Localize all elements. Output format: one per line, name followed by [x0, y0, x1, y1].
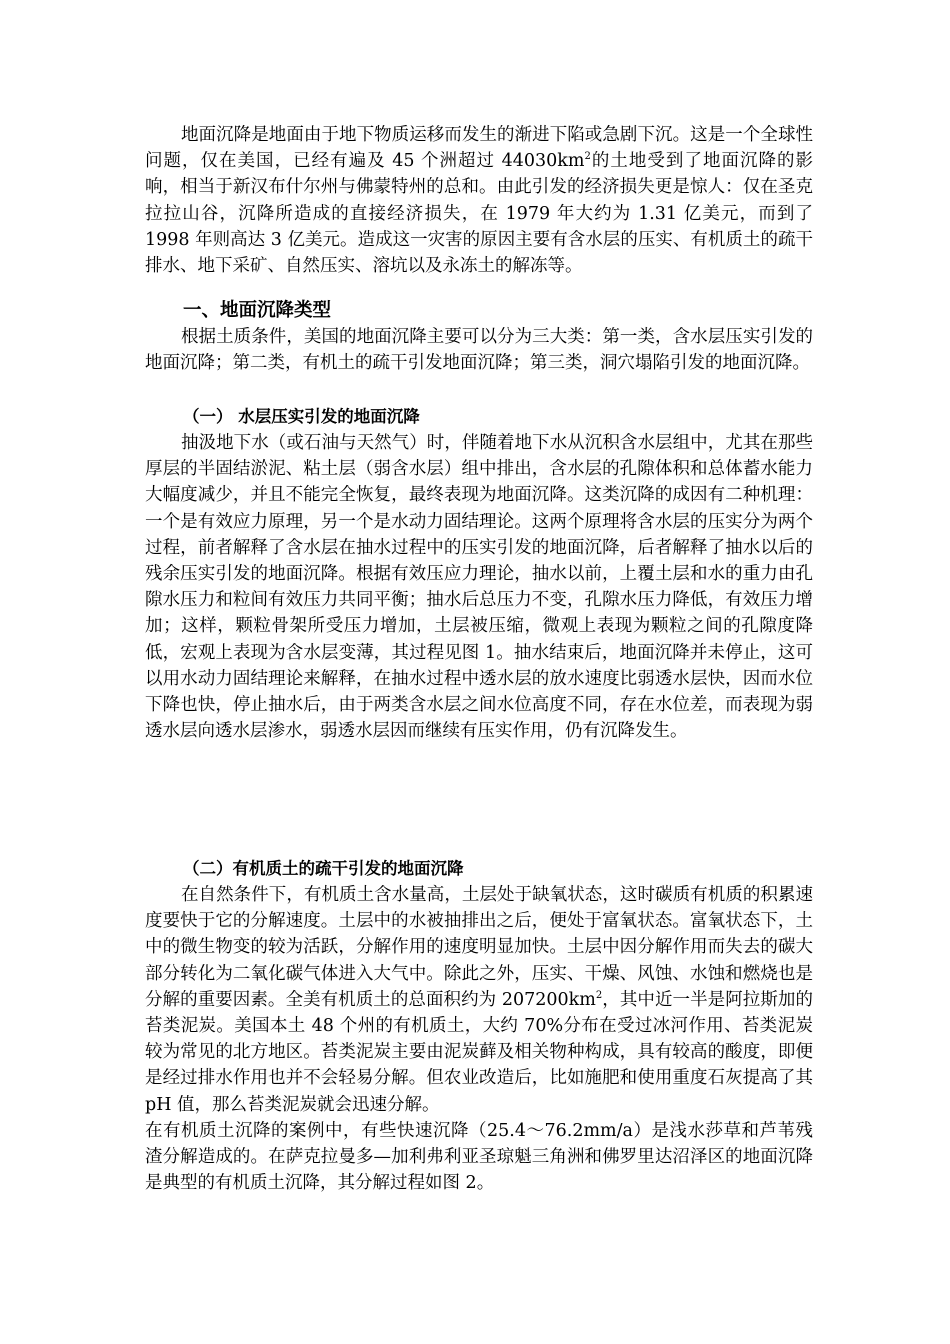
subsection2-text-2: ，其中近一半是阿拉斯加的苔类泥炭。美国本土 48 个州的有机质土，大约 70%分布在受过冰河作用、苔类泥炭较为常见的北方地区。苔类泥炭主要由泥炭藓及相关物种构成，具有较高的酸度，即便是经过排水作用也并不会轻易分解。但农业改造后，比如施肥和使用重度石灰提高了其 pH 值，那么苔类泥炭就会迅速分解。 [145, 989, 813, 1115]
subsection2-paragraph [145, 882, 813, 1118]
subsection2-block [145, 856, 813, 1196]
subsection2-text-1: 在自然条件下，有机质土含水量高，土层处于缺氧状态，这时碳质有机质的积累速度要快于它的分解速度。土层中的水被抽排出之后，便处于富氧状态。富氧状态下，土中的微生物变的较为活跃，分解作用的速度明显加快。土层中因分解作用而失去的碳大部分转化为二氧化碳气体进入大气中。除此之外，压实、干燥、风蚀、水蚀和燃烧也是分解的重要因素。全美有机质土的总面积约为 207200km [145, 885, 813, 1010]
intro-text-1: 地面沉降是地面由于地下物质运移而发生的渐进下陷或急剧下沉。这是一个全球性问题，仅在美国，已经有遍及 45 个洲超过 44030km [145, 125, 813, 172]
subsection2-heading: （二）有机质土的疏干引发的地面沉降 [183, 859, 464, 878]
section1-block [145, 298, 813, 376]
subsection2-superscript: 2 [595, 989, 603, 1001]
intro-text-2: 的土地受到了地面沉降的影响，相当于新汉布什尔州与佛蒙特州的总和。由此引发的经济损失更是惊人：仅在圣克拉拉山谷，沉降所造成的直接经济损失，在 1979 年大约为 1.31 亿美元，而到了 1998 年则高达 3 亿美元。造成这一灾害的原因主要有含水层的压实、有机质土的疏干排水、地下采矿、自然压实、溶坑以及永冻土的解冻等。 [145, 151, 814, 277]
subsection2-paragraph-2: 在有机质土沉降的案例中，有些快速沉降（25.4～76.2mm/a）是浅水莎草和芦苇残渣分解造成的。在萨克拉曼多—加利弗利亚圣琼魁三角洲和佛罗里达沼泽区的地面沉降是典型的有机质土沉降，其分解过程如图 2。 [145, 1120, 813, 1194]
intro-superscript: 2 [584, 151, 591, 163]
subsection1-paragraph: 抽汲地下水（或石油与天然气）时，伴随着地下水从沉积含水层组中，尤其在那些厚层的半固结淤泥、粘土层（弱含水层）组中排出，含水层的孔隙体积和总体蓄水能力大幅度减少，并且不能完全恢复，最终表现为地面沉降。这类沉降的成因有二种机理：一个是有效应力原理，另一个是水动力固结理论。这两个原理将含水层的压实分为两个过程，前者解释了含水层在抽水过程中的压实引发的地面沉降，后者解释了抽水以后的残余压实引发的地面沉降。根据有效压应力理论，抽水以前，上覆土层和水的重力由孔隙水压力和粒间有效压力共同平衡；抽水后总压力不变，孔隙水压力降低，有效压力增加；这样，颗粒骨架所受压力增加，土层被压缩，微观上表现为颗粒之间的孔隙度降低，宏观上表现为含水层变薄，其过程见图 1。抽水结束后，地面沉降并未停止，这可以用水动力固结理论来解释，在抽水过程中透水层的放水速度比弱透水层快，因而水位下降也快，停止抽水后，由于两类含水层之间水位高度不同，存在水位差，而表现为弱透水层向透水层渗水，弱透水层因而继续有压实作用，仍有沉降发生。 [145, 433, 813, 742]
intro-paragraph [145, 122, 813, 279]
intro-block [145, 122, 813, 279]
subsection1-block [145, 404, 813, 744]
section1-heading: 一、地面沉降类型 [183, 300, 332, 321]
section1-paragraph: 根据土质条件，美国的地面沉降主要可以分为三大类：第一类，含水层压实引发的地面沉降；第二类，有机土的疏干引发地面沉降；第三类，洞穴塌陷引发的地面沉降。 [145, 327, 813, 374]
subsection1-heading: （一） 水层压实引发的地面沉降 [183, 407, 420, 426]
